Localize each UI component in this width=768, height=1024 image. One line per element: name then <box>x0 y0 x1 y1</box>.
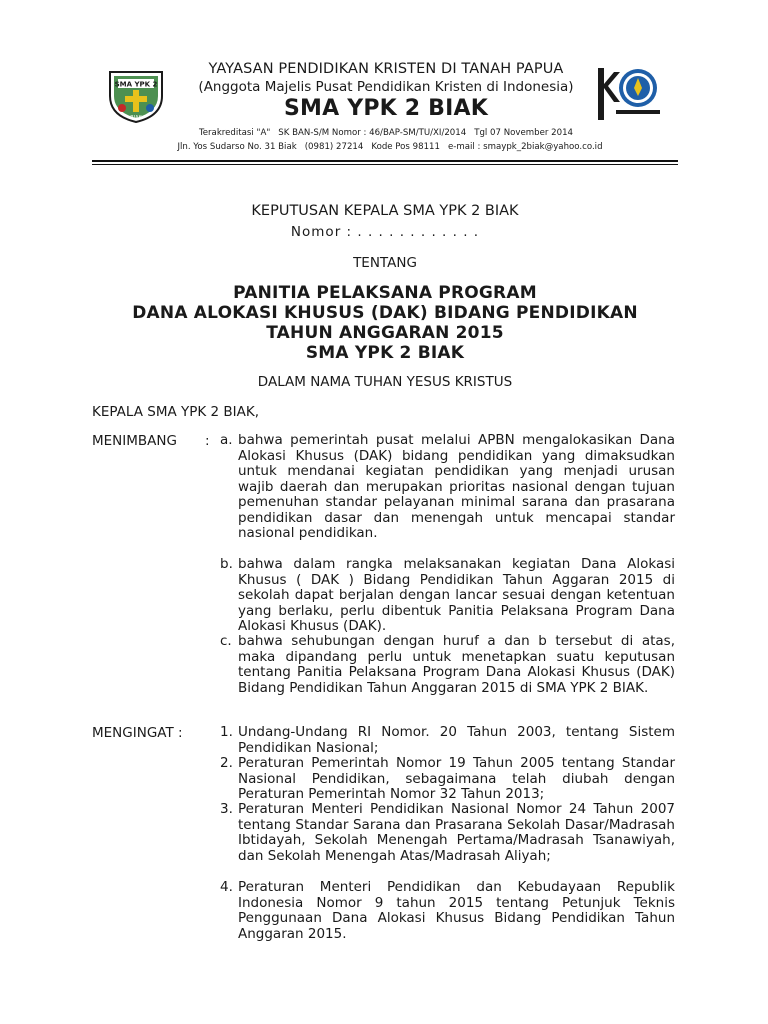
school-email: e-mail : smaypk_2biak@yahoo.co.id <box>447 142 603 152</box>
accreditation-status: Terakreditasi "A" <box>198 128 271 138</box>
menimbang-item <box>220 433 675 542</box>
item-marker: c. <box>220 633 232 649</box>
item-marker: 2. <box>220 755 233 771</box>
school-phone: (0981) 27214 <box>304 142 364 152</box>
mengingat-item <box>220 880 675 942</box>
item-text: bahwa pemerintah pusat melalui APBN mengalokasikan Dana Alokasi Khusus (DAK) bidang pendidikan yang dimaksudkan untuk mendanai kegiatan pendidikan yang menjadi urusan wajib daerah dan merupakan prioritas nasional dengan tujuan pemenuhan standar pelayanan minimal sarana dan prasarana pendidikan dasar dan menengah untuk mencapai standar nasional pendidikan. <box>238 432 675 541</box>
decree-title: KEPUTUSAN KEPALA SMA YPK 2 BIAK <box>251 203 519 219</box>
subject-line-3: TAHUN ANGGARAN 2015 <box>266 323 504 343</box>
subject-line-4: SMA YPK 2 BIAK <box>305 343 465 363</box>
contact-line <box>150 142 630 152</box>
invocation: DALAM NAMA TUHAN YESUS KRISTUS <box>257 374 513 390</box>
mengingat-item <box>220 802 675 864</box>
menimbang-colon: : <box>205 433 210 449</box>
item-text: Peraturan Menteri Pendidikan Nasional Nomor 24 Tahun 2007 tentang Standar Sarana dan Prasarana Sekolah Dasar/Madrasah Ibtidayah, Sekolah Menengah Pertama/Madrasah Tsanawiyah, dan Sekolah Menengah Atas/Madrasah Aliyah; <box>238 801 675 864</box>
accreditation-sk: SK BAN-S/M Nomor : 46/BAP-SM/TU/XI/2014 <box>278 128 467 138</box>
school-address: Jln. Yos Sudarso No. 31 Biak <box>177 142 297 152</box>
accreditation-line <box>170 128 602 138</box>
item-text: Undang-Undang RI Nomor. 20 Tahun 2003, tentang Sistem Pendidikan Nasional; <box>238 724 675 756</box>
menimbang-item <box>220 634 675 696</box>
subject-line-1: PANITIA PELAKSANA PROGRAM <box>233 283 537 303</box>
item-marker: 1. <box>220 724 233 740</box>
foundation-name: YAYASAN PENDIDIKAN KRISTEN DI TANAH PAPUA <box>208 61 564 77</box>
mengingat-item <box>220 756 675 803</box>
decree-about: TENTANG <box>353 255 417 271</box>
item-marker: a. <box>220 432 233 448</box>
menimbang-item <box>220 557 675 635</box>
school-name: SMA YPK 2 BIAK <box>284 96 488 121</box>
tut-wuri-handayani-logo <box>596 66 660 122</box>
menimbang-label: MENIMBANG <box>92 433 177 449</box>
item-text: bahwa dalam rangka melaksanakan kegiatan Dana Alokasi Khusus ( DAK ) Bidang Pendidikan Tahun Aggaran 2015 di sekolah dapat berjalan dengan lancar sesuai dengan ketentuan yang berlaku, perlu dibentuk Panitia Pelaksana Program Dana Alokasi Khusus (DAK). <box>238 556 675 634</box>
decree-authority: KEPALA SMA YPK 2 BIAK, <box>92 404 260 420</box>
item-marker: 3. <box>220 801 233 817</box>
school-postal-code: Kode Pos 98111 <box>371 142 440 152</box>
letterhead-divider-thick <box>92 160 678 162</box>
mengingat-label: MENGINGAT : <box>92 725 183 741</box>
school-crest-logo <box>104 66 168 124</box>
item-marker: 4. <box>220 879 233 895</box>
item-text: Peraturan Pemerintah Nomor 19 Tahun 2005 tentang Standar Nasional Pendidikan, sebagaimana telah diubah dengan Peraturan Pemerintah Nomor 32 Tahun 2013; <box>238 755 675 802</box>
letterhead-divider-thin <box>92 164 678 165</box>
item-text: bahwa sehubungan dengan huruf a dan b tersebut di atas, maka dipandang perlu untuk menetapkan suatu keputusan tentang Panitia Pelaksana Program Dana Alokasi Khusus (DAK) Bidang Pendidikan Tahun Anggaran 2015 di SMA YPK 2 BIAK. <box>238 633 675 696</box>
logo-school-text: SMA YPK 2 <box>114 80 158 89</box>
item-marker: b. <box>220 556 233 572</box>
item-text: Peraturan Menteri Pendidikan dan Kebudayaan Republik Indonesia Nomor 9 tahun 2015 tentang Petunjuk Teknis Penggunaan Dana Alokasi Khusus Bidang Pendidikan Tahun Anggaran 2015. <box>238 879 675 942</box>
logo-school-sub: BIAK <box>130 115 142 121</box>
accreditation-date: Tgl 07 November 2014 <box>474 128 574 138</box>
decree-number: Nomor : . . . . . . . . . . . . <box>290 224 480 240</box>
mengingat-item <box>220 725 675 756</box>
subject-line-2: DANA ALOKASI KHUSUS (DAK) BIDANG PENDIDIKAN <box>132 303 638 323</box>
foundation-membership: (Anggota Majelis Pusat Pendidikan Kristen di Indonesia) <box>198 79 574 95</box>
